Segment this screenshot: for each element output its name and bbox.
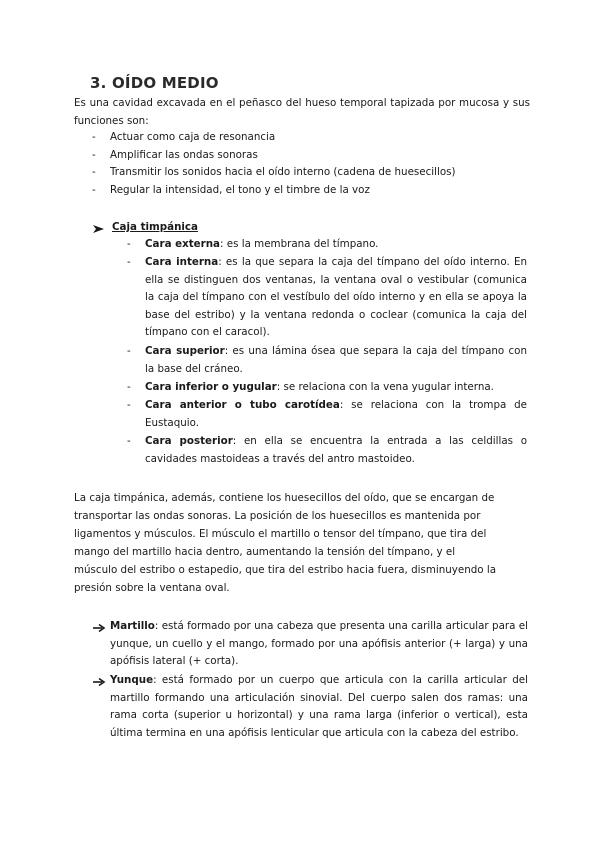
face-item <box>145 433 527 468</box>
paragraph-line: músculo del estribo o estapedio, que tira del estribo hacia fuera, disminuyendo la <box>74 564 497 576</box>
face-label: Cara posterior <box>145 435 233 447</box>
face-label: Cara externa <box>145 238 221 250</box>
dash-bullet: - <box>92 166 96 178</box>
dash-bullet: - <box>127 345 131 357</box>
dash-bullet: - <box>92 149 96 161</box>
paragraph-line: mango del martillo hacia dentro, aumentando la tensión del tímpano, y el <box>74 546 456 558</box>
bone-item-yunque <box>110 672 528 742</box>
paragraph-line: presión sobre la ventana oval. <box>74 582 230 594</box>
dash-bullet: - <box>127 381 131 393</box>
bone-item-martillo <box>110 618 528 671</box>
function-item: Regular la intensidad, el tono y el timbre de la voz <box>110 184 370 196</box>
face-text: : es una lámina ósea que separa la caja del tímpano con la base del cráneo. <box>145 345 527 375</box>
intro-paragraph: Es una cavidad excavada en el peñasco del hueso temporal tapizada por mucosa y sus funciones son: <box>74 97 530 127</box>
face-item <box>145 254 527 342</box>
face-label: Cara interna <box>145 256 219 268</box>
paragraph-line: ligamentos y músculos. El músculo el martillo o tensor del tímpano, que tira del <box>74 528 487 540</box>
face-item <box>145 343 527 378</box>
dash-bullet: - <box>92 184 96 196</box>
face-text: : en ella se encuentra la entrada a las celdillas o cavidades mastoideas a través del antro mastoideo. <box>145 435 527 465</box>
face-label: Cara inferior o yugular <box>145 381 277 393</box>
dash-bullet: - <box>127 435 131 447</box>
face-text: : se relaciona con la trompa de Eustaquio. <box>145 399 528 429</box>
face-text: : es la membrana del tímpano. <box>220 238 379 250</box>
function-item: Amplificar las ondas sonoras <box>110 149 258 161</box>
section-title: 3. OÍDO MEDIO <box>90 74 219 92</box>
bone-label: Yunque <box>110 674 154 686</box>
arrowhead-bullet-icon <box>92 224 106 234</box>
function-item: Actuar como caja de resonancia <box>110 131 276 143</box>
arrow-right-icon <box>92 623 106 633</box>
function-item: Transmitir los sonidos hacia el oído interno (cadena de huesecillos) <box>110 166 456 178</box>
face-text: : es la que separa la caja del tímpano del oído interno. En ella se distinguen dos ventanas, la ventana oval o vestibular (comunica la caja del tímpano con el vestíbulo del oído interno y en ella se apoya la base del estribo) y la ventana redonda o coclear (comunica la caja del tímpano con el caracol). <box>145 256 527 339</box>
arrow-right-icon <box>92 677 106 687</box>
face-item <box>145 397 527 432</box>
dash-bullet: - <box>127 238 131 250</box>
dash-bullet: - <box>92 131 96 143</box>
dash-bullet: - <box>127 256 131 268</box>
paragraph-line: transportar las ondas sonoras. La posición de los huesecillos es mantenida por <box>74 510 481 522</box>
dash-bullet: - <box>127 399 131 411</box>
face-text: : se relaciona con la vena yugular interna. <box>276 381 494 393</box>
caja-heading: Caja timpánica <box>112 221 198 233</box>
bone-text: : está formado por una cabeza que presenta una carilla articular para el yunque, un cuello y el mango, formado por una apófisis anterior (+ larga) y una apófisis lateral (+ corta). <box>110 620 528 668</box>
bone-text: : está formado por un cuerpo que articula con la carilla articular del martillo formando una articulación sinovial. Del cuerpo salen dos ramas: una rama corta (superior u horizontal) y una rama larga (inferior o vertical), esta última termina en una apófisis lenticular que articula con la cabeza del estribo. <box>110 674 528 739</box>
face-item <box>145 379 527 397</box>
face-label: Cara anterior o tubo carotídea <box>145 399 340 411</box>
face-label: Cara superior <box>145 345 225 357</box>
bone-label: Martillo <box>110 620 155 632</box>
paragraph-line: La caja timpánica, además, contiene los huesecillos del oído, que se encargan de <box>74 492 495 504</box>
face-item <box>145 236 527 254</box>
